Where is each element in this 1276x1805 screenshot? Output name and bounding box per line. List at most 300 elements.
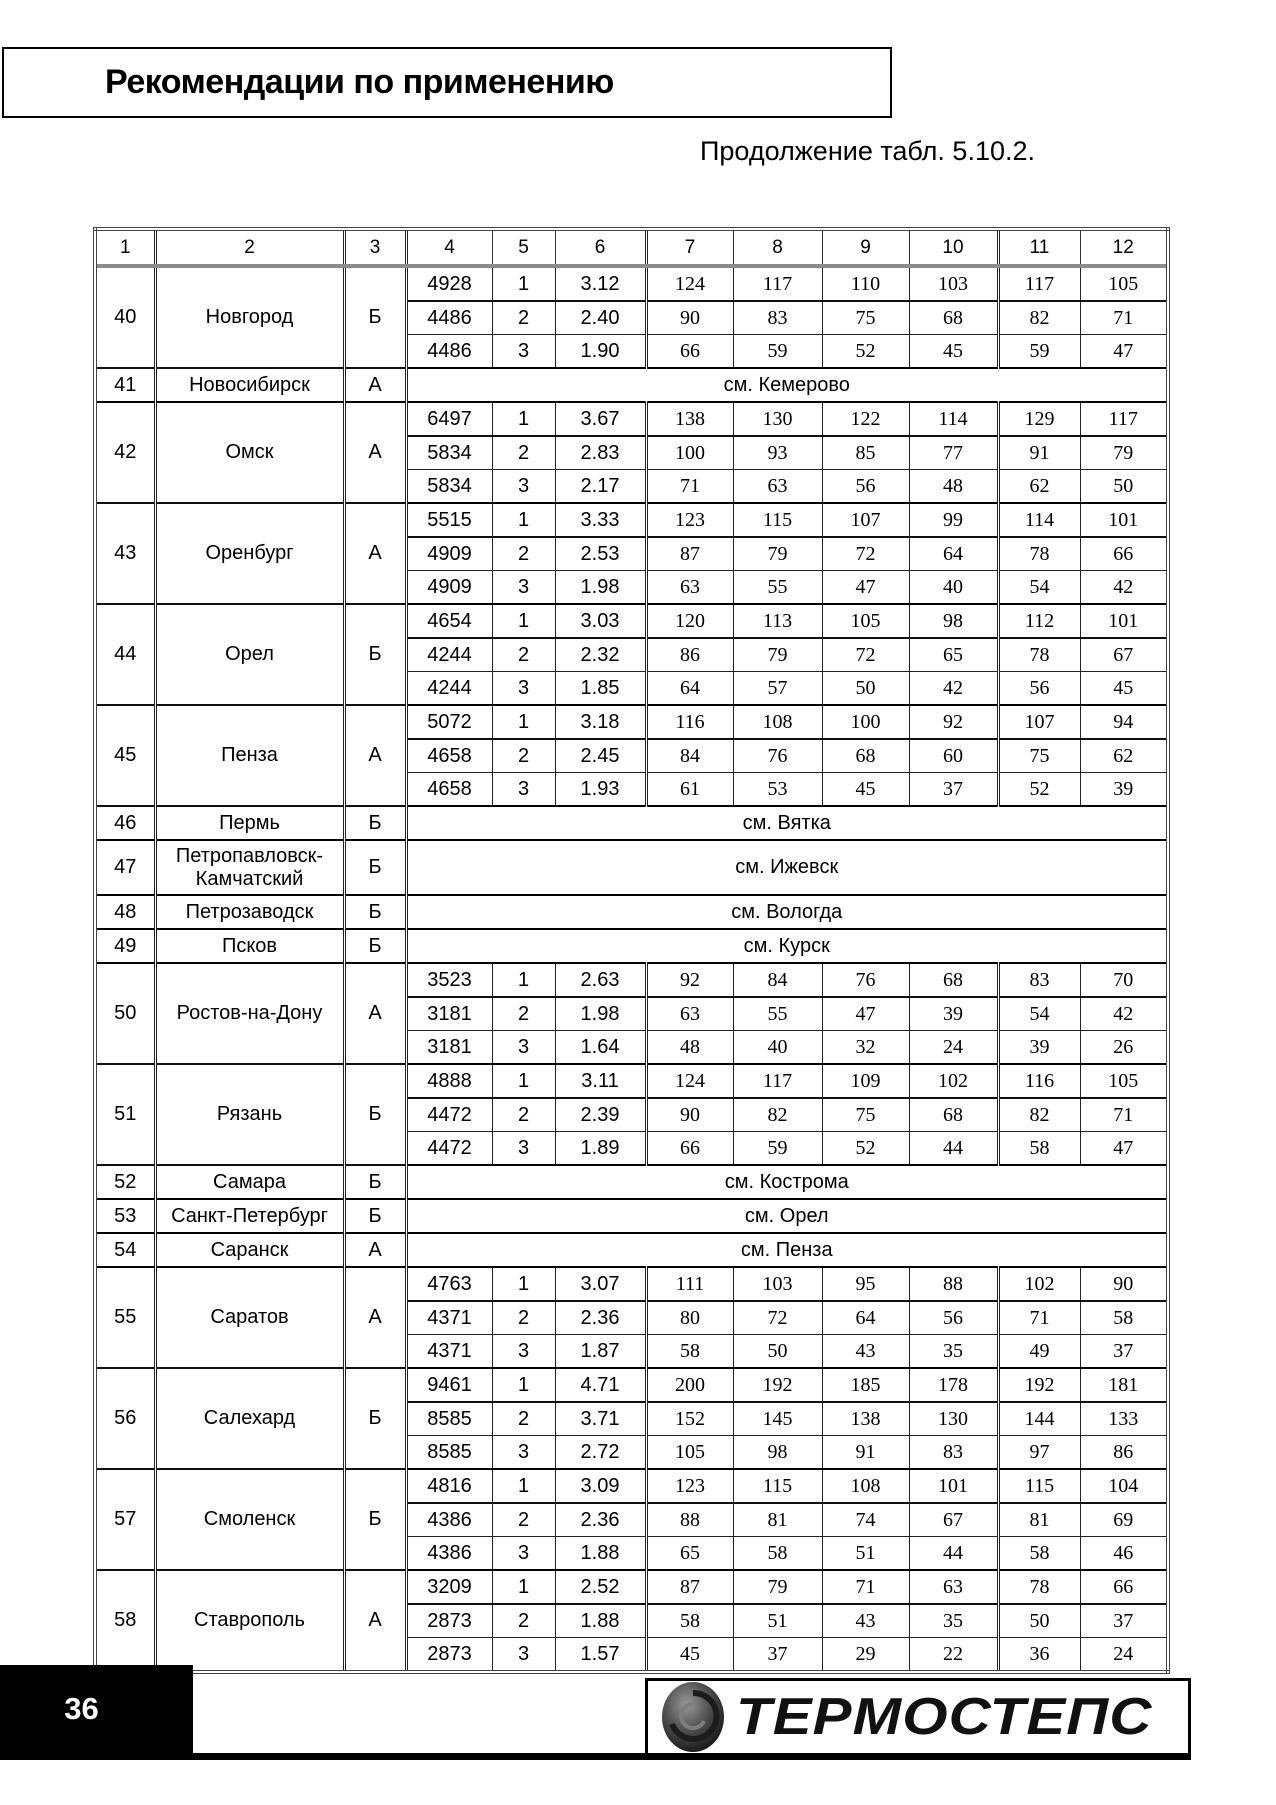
cell-col-7: 63 <box>646 997 733 1031</box>
cell-col-4: 3209 <box>406 1570 492 1604</box>
cell-reference: см. Пенза <box>406 1233 1168 1267</box>
cell-col-5: 1 <box>492 1570 555 1604</box>
cell-reference: см. Кемерово <box>406 368 1168 402</box>
cell-col-10: 98 <box>909 604 998 638</box>
cell-reference: см. Вятка <box>406 806 1168 840</box>
cell-row-number: 42 <box>95 402 155 503</box>
cell-zone: Б <box>344 1165 406 1199</box>
cell-col-6: 1.88 <box>555 1604 646 1638</box>
cell-col-11: 58 <box>998 1132 1080 1166</box>
table-row <box>95 402 1168 436</box>
cell-col-5: 3 <box>492 1031 555 1065</box>
column-header-1: 1 <box>95 229 155 266</box>
cell-col-12: 42 <box>1080 997 1168 1031</box>
cell-row-number: 52 <box>95 1165 155 1199</box>
cell-col-9: 108 <box>822 1469 909 1503</box>
cell-reference: см. Вологда <box>406 895 1168 929</box>
cell-row-number: 54 <box>95 1233 155 1267</box>
cell-col-4: 4928 <box>406 266 492 301</box>
cell-col-9: 75 <box>822 301 909 335</box>
cell-col-9: 43 <box>822 1335 909 1369</box>
cell-city-name: Ростов-на-Дону <box>155 963 344 1064</box>
page-number-badge <box>0 1665 193 1753</box>
cell-col-11: 54 <box>998 997 1080 1031</box>
cell-col-11: 83 <box>998 963 1080 997</box>
cell-col-6: 1.85 <box>555 672 646 706</box>
cell-col-12: 37 <box>1080 1335 1168 1369</box>
cell-col-6: 1.89 <box>555 1132 646 1166</box>
cell-zone: Б <box>344 895 406 929</box>
cell-col-6: 2.32 <box>555 638 646 672</box>
cell-col-10: 44 <box>909 1537 998 1571</box>
cell-col-7: 65 <box>646 1537 733 1571</box>
cell-col-5: 3 <box>492 1132 555 1166</box>
cell-col-5: 2 <box>492 638 555 672</box>
cell-col-8: 115 <box>733 1469 822 1503</box>
cell-col-7: 58 <box>646 1335 733 1369</box>
cell-col-4: 4486 <box>406 335 492 369</box>
cell-zone: Б <box>344 266 406 368</box>
cell-zone: Б <box>344 604 406 705</box>
cell-col-12: 46 <box>1080 1537 1168 1571</box>
cell-col-12: 94 <box>1080 705 1168 739</box>
cell-col-6: 3.12 <box>555 266 646 301</box>
cell-col-9: 47 <box>822 997 909 1031</box>
cell-col-11: 97 <box>998 1436 1080 1470</box>
cell-col-7: 105 <box>646 1436 733 1470</box>
cell-col-10: 35 <box>909 1604 998 1638</box>
cell-col-8: 51 <box>733 1604 822 1638</box>
cell-col-12: 66 <box>1080 1570 1168 1604</box>
cell-col-6: 1.87 <box>555 1335 646 1369</box>
cell-col-7: 123 <box>646 503 733 537</box>
cell-col-6: 1.88 <box>555 1537 646 1571</box>
column-header-2: 2 <box>155 229 344 266</box>
cell-col-12: 101 <box>1080 604 1168 638</box>
cell-col-11: 129 <box>998 402 1080 436</box>
cell-col-8: 84 <box>733 963 822 997</box>
cell-col-12: 104 <box>1080 1469 1168 1503</box>
cell-col-6: 2.17 <box>555 470 646 504</box>
cell-city-name: Омск <box>155 402 344 503</box>
cell-col-5: 1 <box>492 1267 555 1301</box>
cell-col-5: 2 <box>492 1503 555 1537</box>
cell-col-8: 79 <box>733 1570 822 1604</box>
cell-city-name: Новгород <box>155 266 344 368</box>
cell-col-4: 4888 <box>406 1064 492 1098</box>
table-header <box>95 229 1168 266</box>
cell-col-4: 4472 <box>406 1132 492 1166</box>
cell-zone: Б <box>344 929 406 963</box>
cell-col-6: 4.71 <box>555 1368 646 1402</box>
cell-city-name: Новосибирск <box>155 368 344 402</box>
cell-col-5: 2 <box>492 1098 555 1132</box>
cell-col-6: 3.11 <box>555 1064 646 1098</box>
cell-col-10: 103 <box>909 266 998 301</box>
cell-col-12: 62 <box>1080 739 1168 773</box>
cell-col-11: 58 <box>998 1537 1080 1571</box>
cell-col-7: 45 <box>646 1638 733 1673</box>
cell-col-6: 2.72 <box>555 1436 646 1470</box>
cell-col-6: 1.98 <box>555 571 646 605</box>
cell-col-9: 71 <box>822 1570 909 1604</box>
cell-col-5: 2 <box>492 997 555 1031</box>
cell-col-5: 3 <box>492 672 555 706</box>
cell-col-12: 90 <box>1080 1267 1168 1301</box>
cell-col-12: 66 <box>1080 537 1168 571</box>
cell-zone: А <box>344 705 406 806</box>
cell-col-12: 71 <box>1080 1098 1168 1132</box>
sphere-swirl-icon <box>660 1681 726 1753</box>
cell-col-11: 39 <box>998 1031 1080 1065</box>
cell-col-12: 79 <box>1080 436 1168 470</box>
column-header-4: 4 <box>406 229 492 266</box>
table-row <box>95 806 1168 840</box>
cell-col-10: 92 <box>909 705 998 739</box>
table-row <box>95 1469 1168 1503</box>
cell-col-12: 58 <box>1080 1301 1168 1335</box>
cell-col-6: 2.63 <box>555 963 646 997</box>
cell-col-4: 5834 <box>406 470 492 504</box>
cell-col-10: 56 <box>909 1301 998 1335</box>
cell-col-8: 63 <box>733 470 822 504</box>
cell-col-6: 2.52 <box>555 1570 646 1604</box>
cell-col-9: 68 <box>822 739 909 773</box>
cell-city-name: Петропавловск-Камчатский <box>155 840 344 895</box>
cell-row-number: 47 <box>95 840 155 895</box>
cell-col-12: 42 <box>1080 571 1168 605</box>
cell-col-11: 71 <box>998 1301 1080 1335</box>
cell-col-7: 152 <box>646 1402 733 1436</box>
cell-row-number: 43 <box>95 503 155 604</box>
cell-zone: А <box>344 1570 406 1672</box>
cell-col-11: 115 <box>998 1469 1080 1503</box>
cell-col-6: 1.57 <box>555 1638 646 1673</box>
cell-col-6: 3.18 <box>555 705 646 739</box>
table-row <box>95 1570 1168 1604</box>
cell-city-name: Псков <box>155 929 344 963</box>
cell-col-8: 55 <box>733 571 822 605</box>
cell-zone: А <box>344 1233 406 1267</box>
cell-col-6: 3.33 <box>555 503 646 537</box>
cell-col-8: 130 <box>733 402 822 436</box>
cell-col-10: 101 <box>909 1469 998 1503</box>
cell-col-6: 1.64 <box>555 1031 646 1065</box>
cell-col-12: 45 <box>1080 672 1168 706</box>
cell-col-10: 68 <box>909 301 998 335</box>
cell-col-7: 92 <box>646 963 733 997</box>
cell-col-10: 88 <box>909 1267 998 1301</box>
cell-col-8: 108 <box>733 705 822 739</box>
table-header-row <box>95 229 1168 266</box>
cell-row-number: 48 <box>95 895 155 929</box>
cell-city-name: Саранск <box>155 1233 344 1267</box>
cell-col-12: 26 <box>1080 1031 1168 1065</box>
cell-col-12: 24 <box>1080 1638 1168 1673</box>
cell-col-10: 37 <box>909 773 998 807</box>
cell-col-10: 39 <box>909 997 998 1031</box>
section-title: Рекомендации по применению <box>105 63 614 101</box>
cell-col-10: 68 <box>909 963 998 997</box>
logo-text: ТЕРМОСТЕПС <box>736 1688 1153 1746</box>
cell-col-11: 117 <box>998 266 1080 301</box>
cell-col-7: 124 <box>646 266 733 301</box>
logo-box <box>645 1678 1191 1756</box>
cell-col-4: 8585 <box>406 1436 492 1470</box>
cell-col-8: 37 <box>733 1638 822 1673</box>
table-row <box>95 963 1168 997</box>
cell-col-4: 4654 <box>406 604 492 638</box>
cell-col-8: 72 <box>733 1301 822 1335</box>
cell-col-8: 50 <box>733 1335 822 1369</box>
cell-col-12: 71 <box>1080 301 1168 335</box>
cell-col-9: 29 <box>822 1638 909 1673</box>
cell-col-10: 64 <box>909 537 998 571</box>
cell-col-10: 102 <box>909 1064 998 1098</box>
cell-col-5: 2 <box>492 1301 555 1335</box>
cell-col-6: 2.39 <box>555 1098 646 1132</box>
cell-col-8: 53 <box>733 773 822 807</box>
cell-col-11: 62 <box>998 470 1080 504</box>
cell-row-number: 41 <box>95 368 155 402</box>
cell-city-name: Саратов <box>155 1267 344 1368</box>
table-row <box>95 1165 1168 1199</box>
cell-col-11: 78 <box>998 638 1080 672</box>
cell-col-5: 3 <box>492 1638 555 1673</box>
cell-col-9: 52 <box>822 335 909 369</box>
cell-city-name: Пенза <box>155 705 344 806</box>
cell-col-5: 3 <box>492 773 555 807</box>
cell-col-12: 181 <box>1080 1368 1168 1402</box>
cell-col-8: 98 <box>733 1436 822 1470</box>
cell-row-number: 40 <box>95 266 155 368</box>
table-row <box>95 1368 1168 1402</box>
cell-col-6: 1.90 <box>555 335 646 369</box>
cell-col-11: 36 <box>998 1638 1080 1673</box>
cell-col-8: 79 <box>733 638 822 672</box>
cell-col-10: 63 <box>909 1570 998 1604</box>
cell-col-7: 58 <box>646 1604 733 1638</box>
cell-reference: см. Курск <box>406 929 1168 963</box>
cell-col-12: 86 <box>1080 1436 1168 1470</box>
cell-col-6: 1.98 <box>555 997 646 1031</box>
cell-col-7: 124 <box>646 1064 733 1098</box>
cell-col-10: 44 <box>909 1132 998 1166</box>
cell-col-6: 2.53 <box>555 537 646 571</box>
cell-col-9: 91 <box>822 1436 909 1470</box>
cell-col-7: 80 <box>646 1301 733 1335</box>
cell-col-11: 112 <box>998 604 1080 638</box>
cell-row-number: 49 <box>95 929 155 963</box>
cell-col-7: 123 <box>646 1469 733 1503</box>
table-row <box>95 929 1168 963</box>
cell-col-7: 88 <box>646 1503 733 1537</box>
cell-col-4: 4244 <box>406 638 492 672</box>
cell-col-10: 48 <box>909 470 998 504</box>
cell-col-9: 100 <box>822 705 909 739</box>
cell-col-6: 3.71 <box>555 1402 646 1436</box>
cell-col-8: 103 <box>733 1267 822 1301</box>
cell-col-9: 110 <box>822 266 909 301</box>
cell-col-11: 59 <box>998 335 1080 369</box>
cell-col-11: 102 <box>998 1267 1080 1301</box>
cell-col-9: 185 <box>822 1368 909 1402</box>
cell-city-name: Санкт-Петербург <box>155 1199 344 1233</box>
cell-col-5: 3 <box>492 335 555 369</box>
cell-row-number: 56 <box>95 1368 155 1469</box>
cell-col-10: 40 <box>909 571 998 605</box>
cell-zone: Б <box>344 1469 406 1570</box>
cell-col-9: 122 <box>822 402 909 436</box>
cell-col-11: 144 <box>998 1402 1080 1436</box>
cell-col-9: 76 <box>822 963 909 997</box>
cell-col-12: 105 <box>1080 1064 1168 1098</box>
cell-col-5: 3 <box>492 1436 555 1470</box>
cell-col-9: 75 <box>822 1098 909 1132</box>
table-row <box>95 368 1168 402</box>
column-header-5: 5 <box>492 229 555 266</box>
cell-col-11: 78 <box>998 537 1080 571</box>
cell-col-6: 1.93 <box>555 773 646 807</box>
section-header-box <box>2 47 892 118</box>
cell-col-7: 71 <box>646 470 733 504</box>
cell-col-11: 54 <box>998 571 1080 605</box>
cell-col-4: 4909 <box>406 537 492 571</box>
cell-col-11: 82 <box>998 1098 1080 1132</box>
table-row <box>95 1064 1168 1098</box>
cell-col-11: 78 <box>998 1570 1080 1604</box>
cell-col-11: 52 <box>998 773 1080 807</box>
cell-city-name: Салехард <box>155 1368 344 1469</box>
cell-col-5: 1 <box>492 402 555 436</box>
cell-col-12: 69 <box>1080 1503 1168 1537</box>
cell-col-11: 82 <box>998 301 1080 335</box>
cell-col-4: 4386 <box>406 1503 492 1537</box>
cell-col-5: 3 <box>492 571 555 605</box>
cell-col-4: 4486 <box>406 301 492 335</box>
cell-reference: см. Ижевск <box>406 840 1168 895</box>
cell-col-4: 3181 <box>406 1031 492 1065</box>
cell-col-5: 2 <box>492 1604 555 1638</box>
cell-col-7: 84 <box>646 739 733 773</box>
cell-col-9: 72 <box>822 638 909 672</box>
cell-col-10: 42 <box>909 672 998 706</box>
column-header-11: 11 <box>998 229 1080 266</box>
cell-zone: Б <box>344 806 406 840</box>
cell-col-5: 1 <box>492 1469 555 1503</box>
cell-col-9: 74 <box>822 1503 909 1537</box>
cell-col-9: 50 <box>822 672 909 706</box>
cell-col-11: 75 <box>998 739 1080 773</box>
cell-col-7: 120 <box>646 604 733 638</box>
table-body <box>95 266 1168 1672</box>
cell-col-7: 116 <box>646 705 733 739</box>
cell-col-12: 101 <box>1080 503 1168 537</box>
cell-zone: А <box>344 1267 406 1368</box>
application-table <box>93 227 1170 1674</box>
cell-col-9: 95 <box>822 1267 909 1301</box>
cell-reference: см. Орел <box>406 1199 1168 1233</box>
cell-col-7: 66 <box>646 1132 733 1166</box>
cell-col-4: 4909 <box>406 571 492 605</box>
cell-col-5: 3 <box>492 1537 555 1571</box>
cell-col-5: 3 <box>492 470 555 504</box>
cell-col-4: 4371 <box>406 1301 492 1335</box>
cell-col-4: 4472 <box>406 1098 492 1132</box>
column-header-6: 6 <box>555 229 646 266</box>
cell-col-5: 2 <box>492 739 555 773</box>
cell-col-8: 83 <box>733 301 822 335</box>
cell-row-number: 44 <box>95 604 155 705</box>
cell-col-9: 51 <box>822 1537 909 1571</box>
cell-col-8: 55 <box>733 997 822 1031</box>
cell-col-7: 61 <box>646 773 733 807</box>
cell-col-10: 178 <box>909 1368 998 1402</box>
cell-col-7: 90 <box>646 1098 733 1132</box>
cell-col-6: 3.09 <box>555 1469 646 1503</box>
cell-col-9: 43 <box>822 1604 909 1638</box>
cell-col-12: 70 <box>1080 963 1168 997</box>
cell-city-name: Самара <box>155 1165 344 1199</box>
cell-col-12: 67 <box>1080 638 1168 672</box>
cell-col-9: 107 <box>822 503 909 537</box>
cell-col-8: 145 <box>733 1402 822 1436</box>
cell-col-6: 3.03 <box>555 604 646 638</box>
cell-row-number: 51 <box>95 1064 155 1165</box>
cell-col-11: 56 <box>998 672 1080 706</box>
cell-col-5: 2 <box>492 301 555 335</box>
cell-col-7: 87 <box>646 537 733 571</box>
cell-city-name: Пермь <box>155 806 344 840</box>
cell-col-4: 2873 <box>406 1604 492 1638</box>
cell-col-10: 45 <box>909 335 998 369</box>
table-row <box>95 266 1168 301</box>
cell-col-11: 116 <box>998 1064 1080 1098</box>
cell-zone: А <box>344 368 406 402</box>
cell-col-11: 114 <box>998 503 1080 537</box>
cell-row-number: 50 <box>95 963 155 1064</box>
cell-col-10: 65 <box>909 638 998 672</box>
cell-col-10: 114 <box>909 402 998 436</box>
cell-col-12: 47 <box>1080 1132 1168 1166</box>
cell-col-6: 2.36 <box>555 1503 646 1537</box>
cell-col-11: 107 <box>998 705 1080 739</box>
cell-col-7: 64 <box>646 672 733 706</box>
cell-city-name: Петрозаводск <box>155 895 344 929</box>
cell-col-11: 192 <box>998 1368 1080 1402</box>
cell-col-8: 58 <box>733 1537 822 1571</box>
cell-col-5: 1 <box>492 503 555 537</box>
cell-col-10: 24 <box>909 1031 998 1065</box>
cell-col-12: 117 <box>1080 402 1168 436</box>
cell-reference: см. Кострома <box>406 1165 1168 1199</box>
cell-col-9: 138 <box>822 1402 909 1436</box>
cell-col-4: 5834 <box>406 436 492 470</box>
cell-col-9: 64 <box>822 1301 909 1335</box>
cell-row-number: 45 <box>95 705 155 806</box>
cell-city-name: Орел <box>155 604 344 705</box>
cell-col-4: 4816 <box>406 1469 492 1503</box>
cell-col-8: 113 <box>733 604 822 638</box>
cell-col-7: 66 <box>646 335 733 369</box>
column-header-8: 8 <box>733 229 822 266</box>
cell-col-9: 47 <box>822 571 909 605</box>
cell-zone: Б <box>344 1368 406 1469</box>
cell-city-name: Рязань <box>155 1064 344 1165</box>
cell-col-7: 63 <box>646 571 733 605</box>
cell-col-4: 4763 <box>406 1267 492 1301</box>
cell-col-9: 109 <box>822 1064 909 1098</box>
